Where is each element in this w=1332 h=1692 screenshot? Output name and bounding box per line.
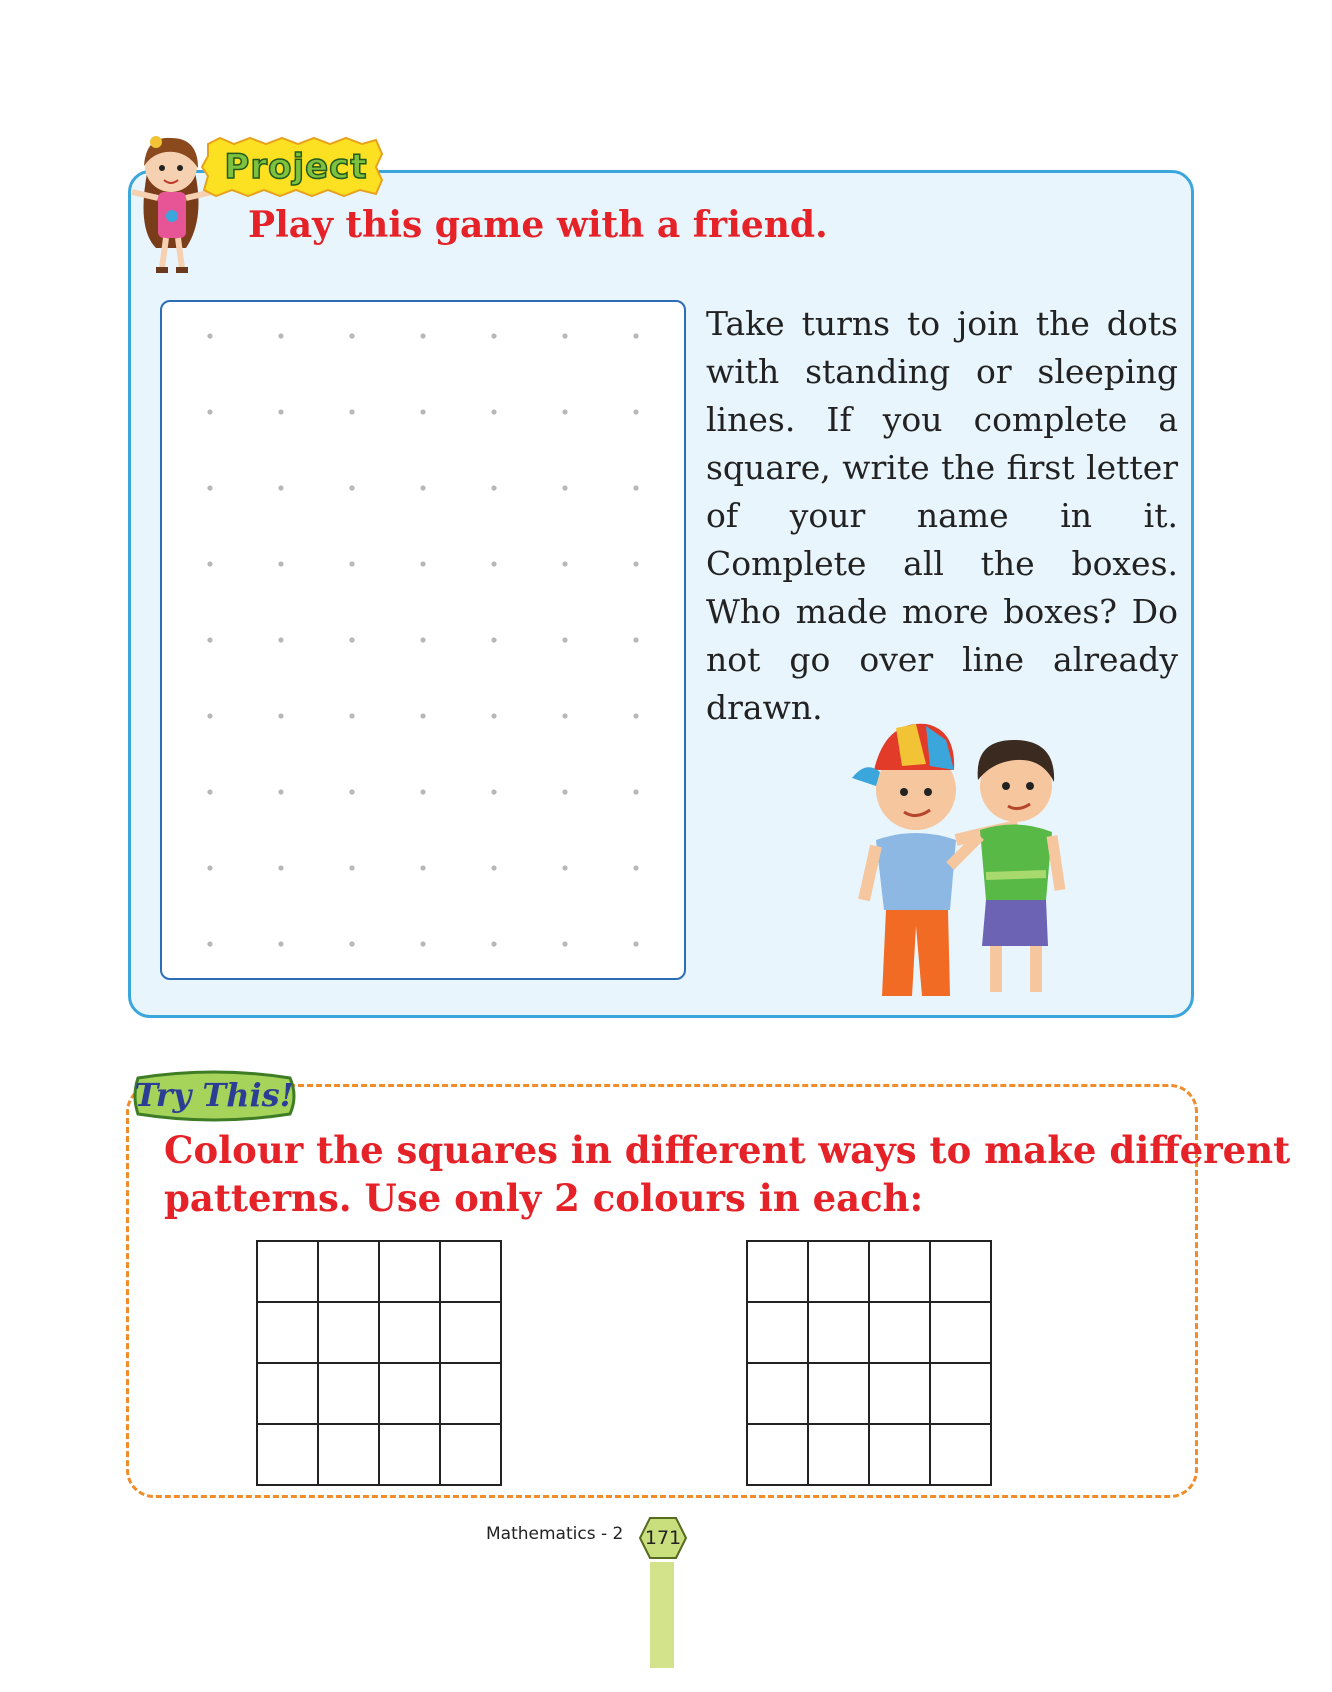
grid-dot[interactable] [207, 865, 212, 870]
grid-dot[interactable] [207, 713, 212, 718]
grid-dot[interactable] [420, 561, 425, 566]
grid-dot[interactable] [207, 485, 212, 490]
grid-dot[interactable] [349, 713, 354, 718]
grid-square[interactable] [258, 1303, 319, 1364]
grid-dot[interactable] [349, 333, 354, 338]
grid-square[interactable] [748, 1364, 809, 1425]
grid-dot[interactable] [278, 561, 283, 566]
grid-dot[interactable] [420, 941, 425, 946]
grid-dot[interactable] [420, 409, 425, 414]
grid-dot[interactable] [349, 561, 354, 566]
grid-dot[interactable] [207, 333, 212, 338]
grid-dot[interactable] [562, 485, 567, 490]
grid-square[interactable] [319, 1425, 380, 1486]
page-tab [650, 1562, 674, 1668]
grid-square[interactable] [809, 1242, 870, 1303]
grid-dot[interactable] [420, 485, 425, 490]
grid-square[interactable] [748, 1242, 809, 1303]
grid-dot[interactable] [562, 637, 567, 642]
grid-square[interactable] [380, 1425, 441, 1486]
grid-square[interactable] [809, 1364, 870, 1425]
grid-square[interactable] [748, 1303, 809, 1364]
grid-dot[interactable] [349, 941, 354, 946]
grid-square[interactable] [258, 1364, 319, 1425]
grid-dot[interactable] [491, 789, 496, 794]
grid-square[interactable] [931, 1242, 992, 1303]
grid-square[interactable] [441, 1364, 502, 1425]
grid-dot[interactable] [491, 485, 496, 490]
grid-square[interactable] [380, 1303, 441, 1364]
grid-square[interactable] [258, 1425, 319, 1486]
grid-square[interactable] [809, 1425, 870, 1486]
grid-dot[interactable] [562, 409, 567, 414]
grid-square[interactable] [441, 1242, 502, 1303]
grid-square[interactable] [258, 1242, 319, 1303]
grid-dot[interactable] [420, 865, 425, 870]
grid-dot[interactable] [278, 789, 283, 794]
dot-grid-panel[interactable] [160, 300, 686, 980]
try-this-instruction-line2: patterns. Use only 2 colours in each: [164, 1176, 924, 1220]
footer-subject: Mathematics - 2 [486, 1524, 624, 1544]
grid-dot[interactable] [349, 865, 354, 870]
grid-dot[interactable] [562, 789, 567, 794]
grid-square[interactable] [380, 1242, 441, 1303]
grid-dot[interactable] [278, 941, 283, 946]
grid-dot[interactable] [278, 637, 283, 642]
grid-dot[interactable] [278, 713, 283, 718]
grid-dot[interactable] [562, 941, 567, 946]
grid-square[interactable] [870, 1425, 931, 1486]
grid-dot[interactable] [349, 409, 354, 414]
grid-dot[interactable] [278, 409, 283, 414]
project-badge-label: Project [224, 147, 368, 187]
grid-dot[interactable] [278, 865, 283, 870]
grid-dot[interactable] [420, 789, 425, 794]
grid-dot[interactable] [633, 941, 638, 946]
grid-dot[interactable] [491, 637, 496, 642]
grid-square[interactable] [870, 1364, 931, 1425]
page-number: 171 [644, 1527, 682, 1549]
grid-dot[interactable] [420, 333, 425, 338]
grid-dot[interactable] [562, 865, 567, 870]
grid-square[interactable] [931, 1364, 992, 1425]
grid-dot[interactable] [491, 713, 496, 718]
grid-dot[interactable] [491, 941, 496, 946]
grid-dot[interactable] [633, 333, 638, 338]
grid-dot[interactable] [207, 409, 212, 414]
grid-dot[interactable] [207, 561, 212, 566]
grid-dot[interactable] [491, 333, 496, 338]
try-this-label: Try This! [134, 1076, 294, 1114]
grid-square[interactable] [319, 1364, 380, 1425]
grid-dot[interactable] [491, 865, 496, 870]
colour-grid-left[interactable] [256, 1240, 502, 1486]
grid-dot[interactable] [633, 409, 638, 414]
grid-dot[interactable] [349, 789, 354, 794]
grid-square[interactable] [870, 1303, 931, 1364]
grid-dot[interactable] [633, 485, 638, 490]
grid-dot[interactable] [278, 333, 283, 338]
grid-dot[interactable] [207, 941, 212, 946]
grid-dot[interactable] [207, 789, 212, 794]
colour-grid-right[interactable] [746, 1240, 992, 1486]
grid-dot[interactable] [633, 713, 638, 718]
boys-illustration [846, 700, 1136, 1000]
grid-dot[interactable] [633, 789, 638, 794]
grid-dot[interactable] [633, 637, 638, 642]
grid-dot[interactable] [420, 713, 425, 718]
grid-square[interactable] [931, 1303, 992, 1364]
grid-dot[interactable] [562, 333, 567, 338]
grid-dot[interactable] [633, 865, 638, 870]
grid-square[interactable] [441, 1425, 502, 1486]
grid-dot[interactable] [491, 561, 496, 566]
grid-dot[interactable] [278, 485, 283, 490]
grid-square[interactable] [441, 1303, 502, 1364]
dot-grid[interactable] [162, 302, 684, 978]
grid-square[interactable] [380, 1364, 441, 1425]
grid-dot[interactable] [349, 485, 354, 490]
grid-dot[interactable] [491, 409, 496, 414]
grid-dot[interactable] [562, 561, 567, 566]
try-this-instruction-line1: Colour the squares in different ways to make different [164, 1128, 1291, 1172]
grid-dot[interactable] [633, 561, 638, 566]
grid-dot[interactable] [349, 637, 354, 642]
grid-square[interactable] [809, 1303, 870, 1364]
grid-square[interactable] [931, 1425, 992, 1486]
grid-square[interactable] [748, 1425, 809, 1486]
project-instructions: Take turns to join the dots with standing or sleeping lines. If you complete a square, write the first letter of your name in it. Complete all the boxes. Who made more boxes? Do not go over line already drawn. [706, 304, 1178, 727]
grid-square[interactable] [319, 1303, 380, 1364]
grid-dot[interactable] [420, 637, 425, 642]
grid-square[interactable] [319, 1242, 380, 1303]
grid-dot[interactable] [562, 713, 567, 718]
grid-square[interactable] [870, 1242, 931, 1303]
grid-dot[interactable] [207, 637, 212, 642]
project-title: Play this game with a friend. [248, 204, 828, 246]
